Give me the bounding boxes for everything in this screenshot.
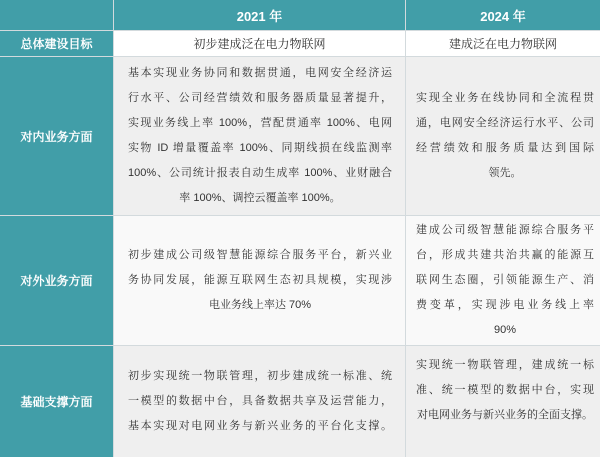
- text-line: 初步建成公司级智慧能源综合服务平台，新兴业: [128, 249, 392, 261]
- text-line: 领先。: [488, 167, 522, 179]
- text-line: 一模型的数据中台，具备数据共享及运营能力，: [128, 395, 392, 407]
- text-line: 率 100%、调控云覆盖率 100%。: [179, 192, 341, 204]
- text-line: 建成公司级智慧能源综合服务平: [416, 224, 594, 236]
- external-business-2024-cell: [406, 216, 600, 345]
- text-line: 台，形成共建共治共赢的能源互: [416, 249, 594, 261]
- text-line: 100%、公司统计报表自动生成率 100%、业财融合: [128, 167, 392, 179]
- text-line: 初步实现统一物联管理，初步建成统一标准、统: [128, 370, 392, 382]
- foundational-support-2021-cell: [114, 346, 405, 457]
- text-line: 经营绩效和服务质量达到国际: [416, 142, 594, 154]
- text-line: 实现业务线上率 100%，营配贯通率 100%、电网: [128, 117, 392, 129]
- row-label-external-business: 对外业务方面: [0, 216, 113, 345]
- row-label-internal-business: 对内业务方面: [0, 57, 113, 215]
- text-line: 电业务线上率达 70%: [208, 299, 312, 311]
- text-line: 基本实现对电网业务与新兴业务的平台化支撑。: [128, 420, 392, 432]
- text-line: 实现全业务在线协同和全流程贯: [416, 92, 594, 104]
- column-header-2021: 2021 年: [114, 0, 405, 30]
- row-label-overall-goal: 总体建设目标: [0, 31, 113, 56]
- column-header-2024: 2024 年: [406, 0, 600, 30]
- header-corner: [0, 0, 113, 30]
- overall-goal-2024: 建成泛在电力物联网: [406, 31, 600, 56]
- text-line: 行水平、公司经营绩效和服务器质量显著提升，: [128, 92, 392, 104]
- internal-business-2024-cell: [406, 57, 600, 215]
- text-line: 通，电网安全经济运行水平、公司: [416, 117, 594, 129]
- text-line: 费变革，实现涉电业务线上率: [416, 299, 594, 311]
- text-line: 准、统一模型的数据中台，实现: [416, 384, 594, 396]
- text-line: 对电网业务与新兴业务的全面支撑。: [417, 409, 593, 421]
- text-line: 基本实现业务协同和数据贯通，电网安全经济运: [128, 67, 392, 79]
- external-business-2021-cell: [114, 216, 405, 345]
- text-line: 实物 ID 增量覆盖率 100%、同期线损在线监测率: [128, 142, 392, 154]
- text-line: 90%: [493, 324, 517, 336]
- foundational-support-2024-cell: [406, 346, 600, 457]
- internal-business-2021-cell: [114, 57, 405, 215]
- text-line: 务协同发展，能源互联网生态初具规模，实现涉: [128, 274, 392, 286]
- row-label-foundational-support: 基础支撑方面: [0, 346, 113, 457]
- text-line: 实现统一物联管理，建成统一标: [416, 359, 594, 371]
- overall-goal-2021: 初步建成泛在电力物联网: [114, 31, 405, 56]
- text-line: 联网生态圈，引领能源生产、消: [416, 274, 594, 286]
